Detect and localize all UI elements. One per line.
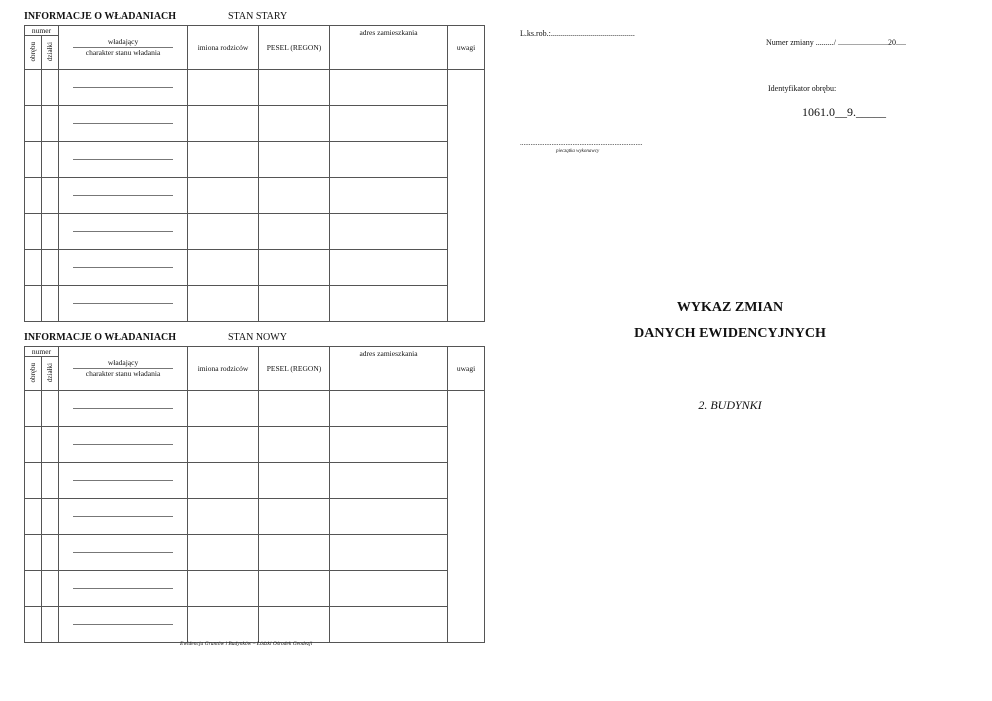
table-row [25, 214, 485, 250]
entry-line [73, 231, 173, 232]
header-dzialki: działki [46, 362, 54, 383]
table-row [25, 427, 485, 463]
header-obrebu: obrębu [29, 41, 37, 62]
uwagi-cell [448, 391, 485, 643]
stan-label-nowy: STAN NOWY [228, 332, 287, 343]
header-wladajacy-cell [59, 26, 188, 70]
identyfikator-value: 1061.0__9._____ [802, 105, 886, 119]
table-row [25, 571, 485, 607]
pieczatka-line: ...................................................................... [520, 139, 643, 147]
uwagi-cell [448, 70, 485, 322]
section-title-nowy: INFORMACJE O WŁADANIACH [24, 332, 177, 343]
numer-zmiany-field: Numer zmiany ........./ .........................20..... [766, 38, 906, 47]
table-row [25, 286, 485, 322]
header-wladajacy: władający [107, 37, 139, 46]
title-line-1: WYKAZ ZMIAN [676, 300, 784, 315]
table-stan-stary [24, 11, 484, 322]
entry-line [73, 516, 173, 517]
header-dzialki-cell [42, 36, 59, 70]
table-row [25, 106, 485, 142]
table-row [25, 535, 485, 571]
entry-line [73, 267, 173, 268]
header-obrebu: obrębu [29, 362, 37, 383]
entry-line [73, 123, 173, 124]
identyfikator-label: Identyfikator obrębu: [768, 84, 837, 93]
header-dzialki-cell [42, 357, 59, 391]
entry-line [73, 444, 173, 445]
entry-line [73, 588, 173, 589]
header-uwagi: uwagi [448, 26, 485, 70]
table-row [25, 391, 485, 427]
entry-line [73, 552, 173, 553]
footer-note: Ewidencja Gruntów i Budynków – Łódzki Ośrodek Geodezji [180, 641, 313, 647]
entry-line [73, 87, 173, 88]
header-charakter: charakter stanu władania [85, 48, 161, 57]
title-line-2: DANYCH EWIDENCYJNYCH [634, 326, 826, 341]
header-imiona: imiona rodziców [188, 347, 259, 391]
table-row [25, 178, 485, 214]
header-adres: adres zamieszkania [330, 26, 448, 70]
section-title-stary: INFORMACJE O WŁADANIACH [24, 11, 177, 22]
document-subtitle: 2. BUDYNKI [698, 398, 762, 412]
header-obrebu-cell [25, 36, 42, 70]
table-row [25, 607, 485, 643]
entry-line [73, 195, 173, 196]
header-numer: numer [25, 26, 59, 36]
table-row [25, 70, 485, 106]
entry-line [73, 624, 173, 625]
table-row [25, 499, 485, 535]
header-imiona: imiona rodziców [188, 26, 259, 70]
entry-line [73, 408, 173, 409]
entry-line [73, 303, 173, 304]
pieczatka-label: pieczątka wykonawcy [556, 149, 600, 154]
header-adres: adres zamieszkania [330, 347, 448, 391]
grid-stary [24, 25, 485, 322]
table-row [25, 250, 485, 286]
document-title [560, 300, 900, 342]
entry-line [73, 159, 173, 160]
header-wladajacy-cell [59, 347, 188, 391]
header-pesel: PESEL (REGON) [259, 26, 330, 70]
header-uwagi: uwagi [448, 347, 485, 391]
header-dzialki: działki [46, 41, 54, 62]
grid-nowy [24, 346, 485, 643]
table-row [25, 142, 485, 178]
header-pesel: PESEL (REGON) [259, 347, 330, 391]
lks-field: L.ks.rob.:.......................................... [520, 29, 635, 38]
header-obrebu-cell [25, 357, 42, 391]
header-charakter: charakter stanu władania [85, 369, 161, 378]
header-wladajacy: władający [107, 358, 139, 367]
stan-label-stary: STAN STARY [228, 11, 288, 22]
header-numer: numer [25, 347, 59, 357]
table-stan-nowy [24, 332, 484, 643]
entry-line [73, 480, 173, 481]
table-row [25, 463, 485, 499]
